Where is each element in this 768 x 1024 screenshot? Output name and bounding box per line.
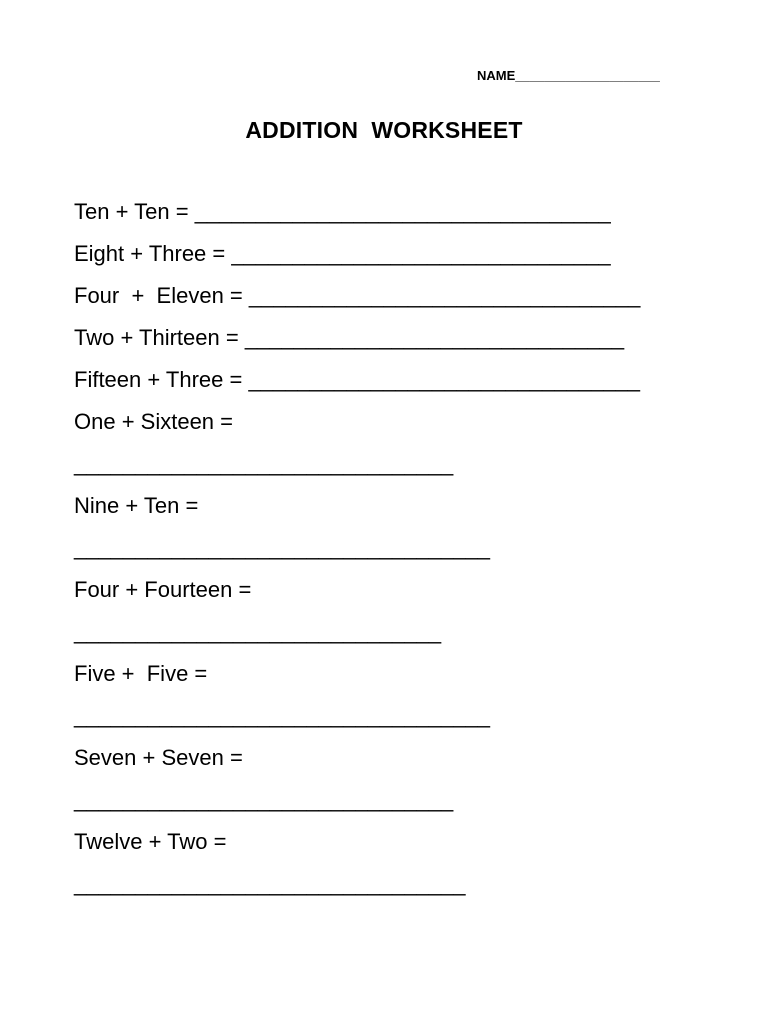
problem-question-line: One + Sixteen = — [74, 409, 240, 434]
answer-blank: _______________________________ — [244, 325, 625, 350]
problem-item — [74, 364, 714, 406]
answer-blank: ________________________________ — [74, 871, 466, 896]
problem-question-line: Twelve + Two = — [74, 829, 233, 854]
problem-question: Two + Thirteen = — [74, 325, 245, 350]
name-field — [477, 68, 660, 83]
problem-question: Eight + Three = — [74, 241, 232, 266]
answer-blank: ________________________________ — [248, 283, 641, 308]
problem-question-line: Seven + Seven = — [74, 745, 249, 770]
answer-blank: _______________________________ — [231, 241, 611, 266]
answer-blank: ________________________________ — [248, 367, 641, 392]
answer-blank: __________________________________ — [194, 199, 611, 224]
problem-item — [74, 280, 714, 322]
problem-question: Ten + Ten = — [74, 199, 195, 224]
problem-question: Four + Eleven = — [74, 283, 249, 308]
problem-item — [74, 238, 714, 280]
problem-question-line: Five + Five = — [74, 661, 214, 686]
problem-question-line: Four + Fourteen = — [74, 577, 258, 602]
name-blank: ____________________ — [515, 68, 660, 83]
page-title: ADDITION WORKSHEET — [245, 117, 523, 143]
problem-question-line: Nine + Ten = — [74, 493, 205, 518]
answer-blank: _______________________________ — [74, 451, 454, 476]
problem-item — [74, 322, 714, 364]
name-label: NAME — [477, 68, 516, 83]
answer-blank: ______________________________ — [74, 619, 442, 644]
problem-item — [74, 196, 714, 238]
answer-blank: _______________________________ — [74, 787, 454, 812]
answer-blank: __________________________________ — [74, 535, 491, 560]
problem-list — [74, 196, 714, 910]
answer-blank: __________________________________ — [74, 703, 491, 728]
problem-question: Fifteen + Three = — [74, 367, 249, 392]
